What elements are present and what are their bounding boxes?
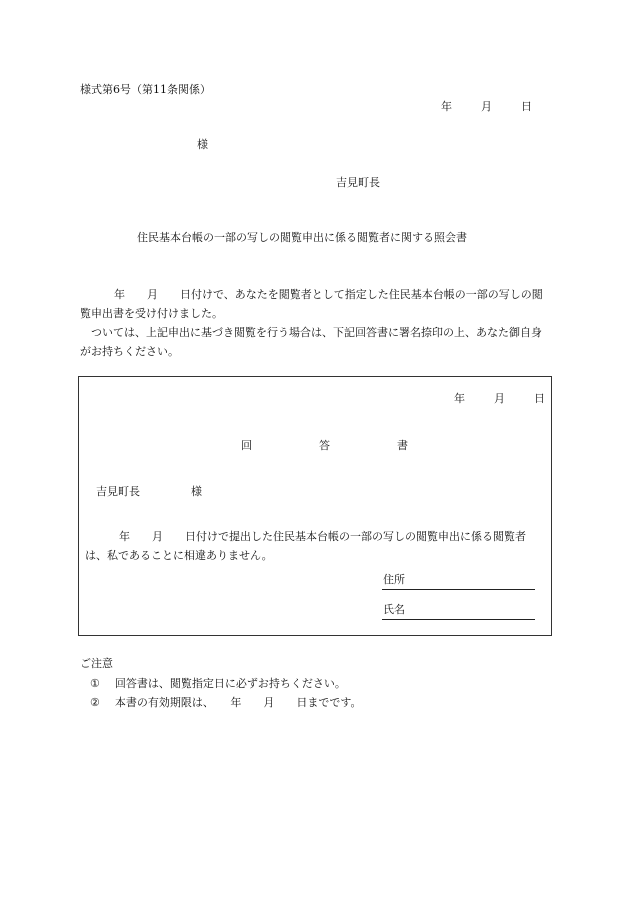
reply-date — [454, 392, 545, 406]
notes-heading: ご注意 — [80, 657, 113, 670]
note-marker: ① — [90, 677, 100, 690]
reply-title — [241, 439, 408, 453]
note-text: 回答書は、閲覧指定日に必ずお持ちください。 — [114, 677, 346, 690]
reply-form-box — [78, 376, 552, 636]
reply-addressee — [96, 485, 202, 499]
note-item — [90, 696, 362, 710]
reply-addressee-suffix: 様 — [191, 485, 202, 498]
reply-title-char-1: 回 — [241, 439, 252, 452]
date-year: 年 — [441, 100, 452, 113]
sender-name: 吉見町長 — [336, 176, 380, 189]
name-line[interactable] — [382, 603, 535, 620]
reply-date-day: 日 — [534, 392, 545, 405]
address-label: 住所 — [383, 573, 405, 586]
addressee-suffix: 様 — [197, 138, 208, 151]
document-title: 住民基本台帳の一部の写しの閲覧申出に係る閲覧者に関する照会書 — [137, 231, 467, 244]
reply-statement: 年 月 日付けで提出した住民基本台帳の一部の写しの閲覧申出に係る閲覧者は、私であることに相違ありません。 — [85, 530, 526, 562]
reply-date-year: 年 — [454, 392, 465, 405]
date-month: 月 — [481, 100, 492, 113]
name-label: 氏名 — [383, 603, 405, 616]
date-day: 日 — [521, 100, 532, 113]
reply-date-month: 月 — [494, 392, 505, 405]
address-line[interactable] — [382, 573, 535, 590]
form-number: 様式第6号（第11条関係） — [80, 83, 211, 96]
reply-title-char-3: 書 — [397, 439, 408, 452]
note-item — [90, 677, 346, 691]
issue-date — [441, 100, 532, 114]
reply-title-char-2: 答 — [319, 439, 330, 452]
body-paragraph-1: 年 月 日付けで、あなたを閲覧者として指定した住民基本台帳の一部の写しの閲覧申出書を受け付けました。 — [80, 288, 543, 320]
body-paragraph-2: ついては、上記申出に基づき閲覧を行う場合は、下記回答書に署名捺印の上、あなた御自身がお持ちください。 — [80, 326, 542, 358]
reply-addressee-name: 吉見町長 — [96, 485, 140, 498]
note-text: 本書の有効期限は、 年 月 日までです。 — [114, 696, 362, 709]
note-marker: ② — [90, 696, 100, 709]
